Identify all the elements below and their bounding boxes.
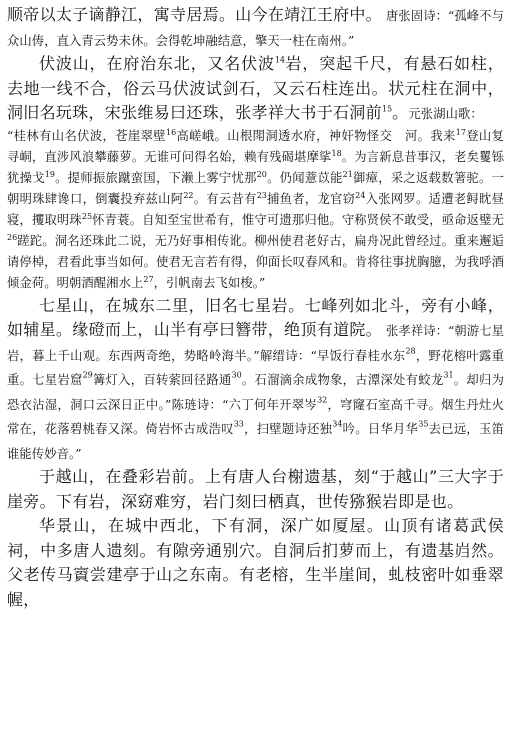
body-text: 七星山，在城东二里，旧名七星岩。七峰列如北斗，旁有小峰，如辅星。缘磴而上，山半有亭曰簪带，绝顶有道院。 bbox=[7, 295, 504, 339]
body-text: 捕鱼者，龙官窃 bbox=[266, 191, 356, 206]
footnote-ref: 32 bbox=[317, 395, 328, 405]
body-text: 于越山，在叠彩岩前。上有唐人台榭遗基，刻“于越山”三大字于崖旁。下有岩，深窈难穷，岩门刻曰栖真，世传猕猴岩即是也。 bbox=[7, 467, 504, 511]
body-text: 高嵯峨。山根閗洞透水府，神奸物怪交 河。我来 bbox=[176, 128, 456, 143]
quoted-poem-text: 篝灯入，百转萦回径路通 bbox=[92, 373, 232, 387]
body-text: 登山复寻峒，直涉风浪攀藤萝。无谁可问得名始，赖有残碣堪摩挲 bbox=[7, 128, 504, 164]
quoted-poem-text: 。石溜滴余成物象，古潭深处有蛟龙 bbox=[241, 373, 444, 387]
body-text: 。有云昔有 bbox=[193, 191, 257, 206]
quoted-poem-text: 。却归为恐衣沾湿，洞口云深日正中。”陈琏诗：“六丁何年开翠岑 bbox=[7, 373, 504, 412]
quoted-poem-text: 去已远，玉笛谁能传妙音。” bbox=[7, 422, 505, 461]
footnote-ref: 17 bbox=[455, 127, 466, 137]
quoted-poem-text: 吟。日华月华 bbox=[342, 422, 419, 436]
footnote-ref: 34 bbox=[332, 419, 343, 429]
footnote-ref: 14 bbox=[274, 55, 286, 65]
body-text: 。 bbox=[392, 103, 409, 122]
quoted-poem-text: ，扫壁题诗还独 bbox=[243, 422, 333, 436]
paragraph bbox=[7, 3, 504, 52]
quoted-poem-text: 元张湖山歌： bbox=[408, 107, 483, 121]
body-text: 蹉跎。洞名还珠此二说，无乃好事相传讹。柳州使君老好古，扁舟况此曾经过。重来邂逅请停棹，君看此事当如何。使君无言若有得，仰面长叹春风和。肯将往事扰胸臆，为我呼酒倾金荷。明朝酒醒湘水上 bbox=[7, 233, 504, 290]
footnote-ref: 27 bbox=[143, 274, 154, 284]
paragraph bbox=[7, 294, 504, 466]
paragraph bbox=[7, 514, 504, 612]
footnote-ref: 28 bbox=[405, 346, 416, 356]
footnote-ref: 19 bbox=[44, 169, 55, 179]
body-text: ，引帆南去飞如梭。” bbox=[153, 275, 266, 290]
body-text: 伏波山，在府治东北，又名伏波 bbox=[39, 54, 275, 73]
footnote-ref: 21 bbox=[342, 169, 353, 179]
body-text: 怀青蓑。自知至宝世希有，惟守可遗那归他。守称贤侯不敢受，亟命返璧无 bbox=[92, 212, 504, 227]
body-text: “桂林有山名伏波，苍崖翠壁 bbox=[7, 128, 166, 143]
footnote-ref: 20 bbox=[256, 169, 267, 179]
body-text: 。为言新息昔事汉，老矣矍铄犹操戈 bbox=[7, 149, 504, 185]
footnote-ref: 24 bbox=[355, 190, 366, 200]
quoted-poem-text: 张孝祥诗：“朝游七星岩，暮上千山观。东西两奇绝，势略岭海半。”解缙诗：“早饭行春桂水东 bbox=[7, 324, 505, 363]
body-text: 御瘴，采之返载数箸驼。一朝明珠肆谗口，倒囊投弃兹山阿 bbox=[7, 170, 504, 206]
paragraph bbox=[7, 52, 504, 126]
quoted-poem-text: ，穹窿石室高千寻。烟生丹灶火常在，花落碧桃春又深。倚岩怀古成浩叹 bbox=[7, 397, 504, 436]
body-text: 。提师振旅蹴蛮国，下濑上雾宁忧那 bbox=[54, 170, 257, 185]
quoted-poem-text: 唐张固诗：“孤峰不与众山俦，直入青云势未休。会得乾坤融结意，擎天一柱在南州。” bbox=[7, 9, 505, 48]
footnote-ref: 33 bbox=[233, 419, 244, 429]
footnote-ref: 15 bbox=[381, 104, 393, 114]
body-text: 入张网罗。适遭老鲟眈昼寝，攫取明珠 bbox=[7, 191, 504, 227]
paragraph bbox=[7, 465, 504, 514]
footnote-ref: 29 bbox=[82, 370, 93, 380]
quoted-poem-text: ，野花榕叶露重重。七星岩窟 bbox=[7, 348, 504, 387]
footnote-ref: 31 bbox=[443, 370, 454, 380]
body-text: 华景山，在城中西北，下有洞，深广如厦屋。山顶有诸葛武侯祠，中多唐人遗刻。有隙旁通别穴。自洞后扪萝而上，有遗基岿然。父老传马賨尝建亭于山之东南。有老榕，生半崖间，虬枝密叶如垂翠幄， bbox=[7, 516, 504, 609]
paragraph bbox=[7, 126, 504, 294]
footnote-ref: 16 bbox=[166, 127, 177, 137]
footnote-ref: 25 bbox=[81, 211, 93, 221]
footnote-ref: 23 bbox=[256, 190, 267, 200]
footnote-ref: 30 bbox=[231, 370, 242, 380]
body-text: 顺帝以太子谪静江，寓寺居焉。山今在靖江王府中。 bbox=[7, 5, 382, 24]
body-text: 岩，突起千尺，有悬石如柱，去地一线不合，俗云马伏波试剑石，又云石柱连出。状元柱在洞中，洞旧名玩珠，宋张维易曰还珠，张孝祥大书于石洞前 bbox=[7, 54, 504, 122]
footnote-ref: 26 bbox=[7, 232, 18, 242]
footnote-ref: 22 bbox=[183, 190, 194, 200]
footnote-ref: 18 bbox=[331, 148, 342, 158]
body-text: 。仍闻薏苡能 bbox=[266, 170, 343, 185]
footnote-ref: 35 bbox=[418, 419, 429, 429]
